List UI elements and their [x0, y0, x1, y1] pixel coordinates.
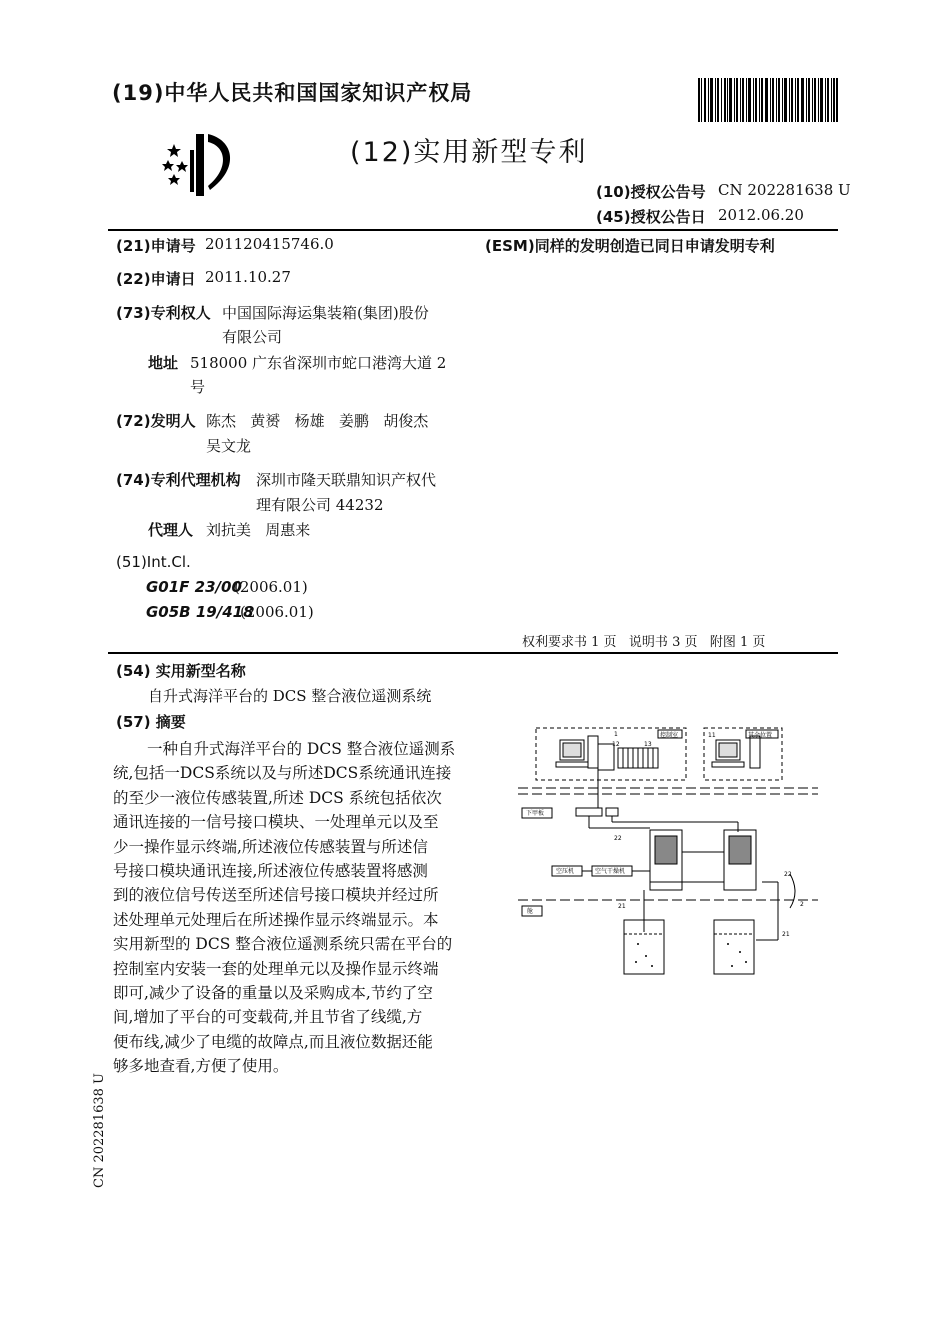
document-type: (12)实用新型专利 — [350, 137, 588, 168]
pub-no-label: (10)授权公告号 — [596, 183, 706, 201]
lower-deck-label: 下甲板 — [526, 810, 545, 817]
svg-text:21: 21 — [618, 903, 626, 910]
filing-date: 2011.10.27 — [205, 268, 291, 286]
control-room-label: 控制室 — [660, 732, 679, 739]
patentee-line2: 有限公司 — [222, 328, 283, 346]
abstract-line: 即可,减少了设备的重量以及采购成本,节约了空 — [113, 984, 433, 1003]
abstract-body — [113, 737, 469, 1079]
pub-no: CN 202281638 U — [718, 181, 851, 199]
utility-model-title: 自升式海洋平台的 DCS 整合液位遥测系统 — [148, 687, 432, 705]
abstract-line: 够多地查看,方便了使用。 — [113, 1057, 289, 1076]
abstract-line: 间,增加了平台的可变载荷,并且节省了线缆,方 — [113, 1008, 423, 1027]
page-counts: 权利要求书 1 页 说明书 3 页 附图 1 页 — [522, 635, 766, 650]
header-rule — [108, 229, 838, 231]
abstract-line: 控制室内安装一套的处理单元以及操作显示终端 — [113, 959, 439, 978]
ipc2-code: G05B 19/418 — [146, 603, 254, 621]
abstract-line: 述处理单元处理后在所述操作显示终端显示。本 — [113, 910, 439, 929]
sipo-logo — [160, 130, 242, 196]
abstract-line: 少一操作显示终端,所述液位传感装置与所述信 — [113, 837, 428, 856]
abstract-line: 实用新型的 DCS 整合液位遥测系统只需在平台的 — [113, 935, 453, 954]
air-dryer-label: 空气干燥机 — [595, 868, 626, 875]
svg-text:22: 22 — [784, 871, 792, 878]
app-no: 201120415746.0 — [205, 235, 334, 253]
office-name: (19)中华人民共和国国家知识产权局 — [112, 81, 473, 105]
address-line1: 518000 广东省深圳市蛇口港湾大道 2 — [190, 354, 447, 372]
abstract-line: 便布线,减少了电缆的故障点,而且液位数据还能 — [113, 1032, 433, 1051]
patentee-label: (73)专利权人 — [116, 304, 211, 322]
pub-date-label: (45)授权公告日 — [596, 208, 706, 226]
pub-date: 2012.06.20 — [718, 206, 804, 224]
svg-text:11: 11 — [708, 732, 716, 739]
inventors-line1: 陈杰 黄赟 杨雄 姜鹏 胡俊杰 — [206, 412, 429, 430]
address-label: 地址 — [148, 354, 179, 372]
patentee-line1: 中国国际海运集装箱(集团)股份 — [222, 304, 429, 322]
ipc1-code: G01F 23/00 — [146, 578, 242, 596]
ipc2-version: (2006.01) — [240, 603, 314, 621]
abstract-line: 号接口模块通讯连接,所述液位传感装置将感测 — [113, 862, 428, 881]
svg-text:12: 12 — [612, 741, 620, 748]
app-no-label: (21)申请号 — [116, 237, 196, 255]
title-label: (54) 实用新型名称 — [116, 662, 246, 680]
abstract-line: 到的液位信号传送至所述信号接口模块并经过所 — [113, 886, 439, 905]
cabin-label: 舱 — [527, 908, 534, 915]
abstract-line: 通讯连接的一信号接口模块、一处理单元以及至 — [113, 813, 439, 832]
svg-text:22: 22 — [614, 835, 622, 842]
abstract-line: 统,包括一DCS系统以及与所述DCS系统通讯连接 — [113, 764, 452, 783]
abstract-label: (57) 摘要 — [116, 713, 186, 731]
address-line2: 号 — [190, 378, 206, 396]
agency-label: (74)专利代理机构 — [116, 471, 241, 489]
esm-note: (ESM)同样的发明创造已同日申请发明专利 — [485, 237, 775, 255]
svg-text:2: 2 — [800, 901, 804, 908]
abstract-line: 一种自升式海洋平台的 DCS 整合液位遥测系 — [147, 740, 456, 758]
agents: 刘抗美 周惠来 — [206, 521, 311, 539]
system-diagram — [518, 722, 818, 982]
inventors-label: (72)发明人 — [116, 412, 196, 430]
abstract-line: 的至少一液位传感装置,所述 DCS 系统包括依次 — [113, 788, 442, 807]
svg-text:13: 13 — [644, 741, 652, 748]
svg-text:21: 21 — [782, 931, 790, 938]
agency-line1: 深圳市隆天联鼎知识产权代 — [256, 471, 437, 489]
side-pub-no: CN 202281638 U — [92, 1073, 107, 1188]
agent-label: 代理人 — [148, 521, 194, 539]
other-location-label: 其余位置 — [748, 732, 773, 739]
filing-date-label: (22)申请日 — [116, 270, 196, 288]
ipc1-version: (2006.01) — [234, 578, 308, 596]
svg-text:1: 1 — [614, 731, 618, 738]
inventors-line2: 吴文龙 — [206, 437, 252, 455]
intcl-label: (51)Int.Cl. — [116, 553, 191, 571]
agency-line2: 理有限公司 44232 — [256, 496, 384, 514]
air-compressor-label: 空压机 — [556, 868, 575, 875]
barcode — [698, 78, 838, 122]
biblio-rule — [108, 652, 838, 654]
